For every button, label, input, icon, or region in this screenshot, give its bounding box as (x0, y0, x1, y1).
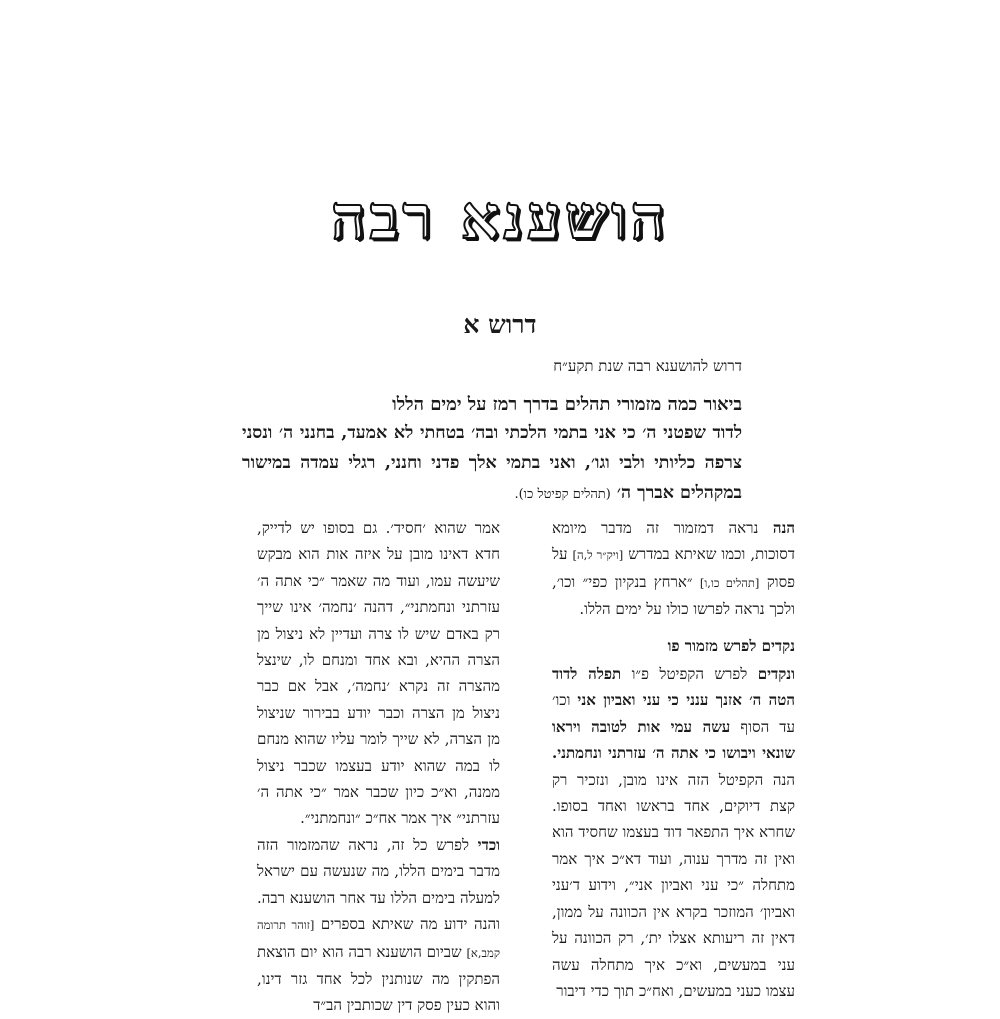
column-subheading: נקדים לפרש מזמור פו (667, 636, 795, 655)
verse-quote: עשה עמי אות לטובה ויראו שונאי ויבושו כי אתה ה׳ עזרתני ונחמתני. (552, 717, 795, 763)
source-ref: [זוהר תרומה קמב,א] (257, 918, 500, 960)
text-span: הנה הקפיטל הזה אינו מובן, ונזכיר רק קצת דיוקים, אחד בראשו ואחד בסופו. שחרא איך התפאר דוד בעצמו שחסיד הוא ואין זה מדרך ענוה, ועוד דא״כ איך אמר מתחלה ״כי עני ואביון אני״, וידוע ד׳עני ואביון׳ המוזכר בקרא אין הכוונה על ממון, דאין זה ריעותא אצלו ית׳, רק הכוונה על עני במעשים, וא״כ איך מתחלה עשה עצמו כעני במעשים, ואח״כ תוך כדי דיבור (552, 770, 795, 1000)
left-column (257, 515, 500, 1019)
lead-word: הנה (772, 519, 795, 537)
text-span: לפרש כל זה, נראה שהמזמור הזה מדבר בימים הללו, מה שנעשה עם ישראל למעלה בימים הללו עד אחר הושענא רבה. והנה ידוע מה שאיתא בספרים (257, 835, 500, 934)
text-span: נראה דמזמור זה מדבר מיומא דסוכות, וכמו שאיתא במדרש (552, 519, 795, 564)
verse-quote: תפלה לדוד הטה ה׳ אזנך ענני כי עני ואביון אני (552, 665, 795, 710)
psalm-text: לדוד שפטני ה׳ כי אני בתמי הלכתי ובה׳ בטחתי לא אמעד, בחנני ה׳ ונסני צרפה כליותי ולבי וגו׳, ואני בתמי אלך פדני וחנני, רגלי עמדה במישור במקהלים אברך ה׳ (242, 423, 742, 503)
right-column (552, 515, 795, 1004)
source-ref: [ויק״ר ל,ה] (572, 548, 624, 563)
lead-word: וכדי (477, 835, 500, 854)
text-span: לפרש הקפיטל פ״ו (621, 665, 758, 684)
psalm-source: (תהלים קפיטל כו). (514, 487, 611, 502)
intro-heading: ביאור כמה מזמורי תהלים בדרך רמז על ימים הללו (392, 394, 742, 415)
left-paragraph-1: אמר שהוא ׳חסיד׳. גם בסופו יש לדייק, חדא דאינו מובן על איזה אות הוא מבקש שיעשה עמו, ועוד מה שאמר ״כי אתה ה׳ עזרתני ונחמתני״, דהנה ׳נחמה׳ אינו שייך רק באדם שיש לו צרה ועדיין לא ניצול מן הצרה ההיא, ובא אחד ומנחם לו, שינצל מהצרה זה נקרא ׳נחמה׳, אבל אם כבר ניצול מן הצרה וכבר יודע בבירור שניצול מן הצרה, לא שייך לומר עליו שהוא מנחם לו במה שהוא יודע בעצמו שכבר ניצול ממנה, וא״כ כיון שכבר אמר ״כי אתה ה׳ עזרתני״ איך אמר אח״כ ״ונחמתני״. (257, 519, 500, 828)
text-span: שביום הושענא רבה הוא יום הוצאת הפתקין מה שנותנין לכל אחד גזר דינו, והוא כעין פסק דין שכותבין הב״ד (257, 942, 500, 1015)
left-paragraph-2 (257, 832, 500, 1019)
page-title: הושענא רבה (330, 183, 670, 253)
text-span: ״ארחץ בנקיון כפי״ וכו׳, ולכך נראה לפרשו כולו על ימים הללו. (552, 572, 795, 619)
date-line: דרוש להושענא רבה שנת תקע״ח (553, 357, 742, 375)
text-span: וכו׳ עד הסוף (552, 691, 796, 736)
source-ref: [תהלים כו,ו] (699, 575, 760, 590)
lead-word: ונקדים (757, 665, 795, 684)
section-title: דרוש א (463, 310, 537, 339)
right-paragraph-2 (552, 661, 795, 1004)
right-paragraph-1 (552, 515, 795, 623)
psalm-quote (242, 418, 742, 510)
text-span: על פסוק (552, 545, 795, 591)
